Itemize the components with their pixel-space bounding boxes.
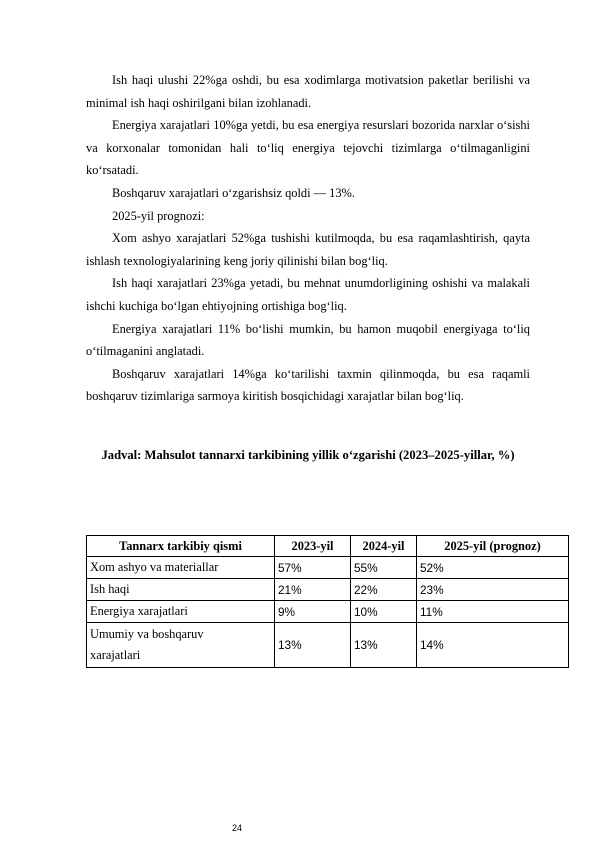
table-row	[87, 557, 569, 579]
column-header: Tannarx tarkibiy qismi	[87, 536, 275, 557]
table-header-row	[87, 536, 569, 557]
column-header: 2025-yil (prognoz)	[417, 536, 569, 557]
body-text	[86, 69, 530, 408]
table-cell: 10%	[351, 601, 417, 623]
paragraph: Energiya xarajatlari 10%ga yetdi, bu esa energiya resurslari bozorida narxlar o‘sishi va korxonalar tomonidan hali to‘liq energiya tejovchi tizimlarga o‘tilmaganligini ko‘rsatadi.	[86, 118, 530, 178]
table-cell: 14%	[417, 623, 569, 668]
table-cell: 23%	[417, 579, 569, 601]
table-cell: 57%	[275, 557, 351, 579]
row-label: Umumiy va boshqaruv xarajatlari	[87, 623, 275, 668]
cost-structure-table	[86, 535, 569, 668]
table-cell: 13%	[351, 623, 417, 668]
paragraph: Boshqaruv xarajatlari o‘zgarishsiz qoldi — 13%.	[112, 185, 355, 200]
row-label: Energiya xarajatlari	[87, 601, 275, 623]
table-cell: 55%	[351, 557, 417, 579]
row-label: Xom ashyo va materiallar	[87, 557, 275, 579]
table-cell: 22%	[351, 579, 417, 601]
table-row	[87, 623, 569, 668]
table-cell: 21%	[275, 579, 351, 601]
table-row	[87, 579, 569, 601]
table-cell: 13%	[275, 623, 351, 668]
paragraph: Xom ashyo xarajatlari 52%ga tushishi kutilmoqda, bu esa raqamlashtirish, qayta ishlash texnologiyalarining keng joriy qilinishi bilan bog‘liq.	[86, 231, 530, 268]
paragraph: 2025-yil prognozi:	[112, 208, 205, 223]
paragraph: Boshqaruv xarajatlari 14%ga ko‘tarilishi taxmin qilinmoqda, bu esa raqamli boshqaruv tizimlariga sarmoya kiritish bosqichidagi xarajatlar bilan bog‘liq.	[86, 366, 530, 404]
table-cell: 9%	[275, 601, 351, 623]
row-label: Ish haqi	[87, 579, 275, 601]
paragraph: Ish haqi xarajatlari 23%ga yetadi, bu mehnat unumdorligining oshishi va malakali ishchi kuchiga bo‘lgan ehtiyojning ortishiga bog‘liq.	[86, 276, 530, 313]
column-header: 2024-yil	[351, 536, 417, 557]
table-caption: Jadval: Mahsulot tannarxi tarkibining yillik o‘zgarishi (2023–2025-yillar, %)	[101, 448, 515, 462]
table-cell: 52%	[417, 557, 569, 579]
paragraph: Energiya xarajatlari 11% bo‘lishi mumkin, bu hamon muqobil energiyaga to‘liq o‘tilmaganini anglatadi.	[86, 321, 530, 359]
table-cell: 11%	[417, 601, 569, 623]
paragraph: Ish haqi ulushi 22%ga oshdi, bu esa xodimlarga motivatsion paketlar berilishi va minimal ish haqi oshirilgani bilan izohlanadi.	[86, 73, 530, 110]
page-number: 24	[232, 823, 243, 833]
table-row	[87, 601, 569, 623]
column-header: 2023-yil	[275, 536, 351, 557]
